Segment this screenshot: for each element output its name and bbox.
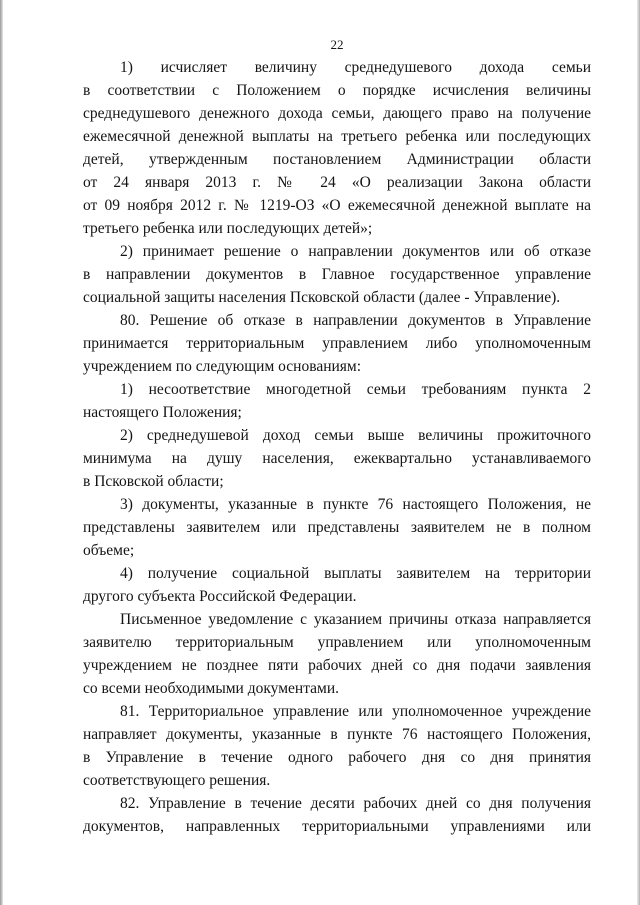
text-line: со всеми необходимыми документами. — [83, 680, 340, 697]
text-line: настоящего Положения; — [83, 404, 242, 421]
text-line: другого субъекта Российской Федерации. — [83, 588, 357, 605]
text-line: среднедушевого денежного дохода семьи, дающего право на получение — [83, 105, 591, 122]
text-line: третьего ребенка или последующих детей»; — [83, 220, 373, 237]
text-line: минимума на душу населения, ежеквартально устанавливаемого — [83, 450, 591, 467]
document-body — [83, 56, 591, 838]
text-line: в Управление в течение одного рабочего дня со дня принятия — [83, 749, 591, 766]
text-line: в соответствии с Положением о порядке исчисления величины — [83, 82, 591, 99]
text-line: 3) документы, указанные в пункте 76 настоящего Положения, не — [120, 496, 591, 513]
paragraph — [83, 700, 591, 792]
text-line: объеме; — [83, 542, 135, 559]
text-line: 1) исчисляет величину среднедушевого дохода семьи — [120, 59, 591, 76]
text-line: Письменное уведомление с указанием причины отказа направляется — [120, 611, 591, 628]
text-line: 4) получение социальной выплаты заявителем на территории — [120, 565, 591, 582]
text-line: соответствующего решения. — [83, 772, 271, 789]
paragraph — [83, 56, 591, 240]
text-line: 1) несоответствие многодетной семьи требованиям пункта 2 — [120, 381, 591, 398]
text-line: от 09 ноября 2012 г. № 1219-ОЗ «О ежемесячной денежной выплате на — [83, 197, 591, 214]
text-line: детей, утвержденным постановлением Администрации области — [83, 151, 591, 168]
text-line: в Псковской области; — [83, 473, 224, 490]
text-line: 81. Территориальное управление или уполномоченное учреждение — [120, 703, 591, 720]
paragraph — [83, 608, 591, 700]
scan-edge-left — [0, 0, 3, 905]
text-line: принимается территориальным управлением либо уполномоченным — [83, 335, 591, 352]
paragraph — [83, 562, 591, 608]
text-line: заявителю территориальным управлением или уполномоченным — [83, 634, 591, 651]
text-line: направляет документы, указанные в пункте 76 настоящего Положения, — [83, 726, 591, 743]
text-line: 2) среднедушевой доход семьи выше величины прожиточного — [120, 427, 591, 444]
text-line: ежемесячной денежной выплаты на третьего ребенка или последующих — [83, 128, 591, 145]
paragraph — [83, 792, 591, 838]
text-line: 2) принимает решение о направлении документов или об отказе — [120, 243, 591, 260]
text-line: документов, направленных территориальными управлениями или — [83, 818, 591, 835]
text-line: от 24 января 2013 г. № 24 «О реализации Закона области — [83, 174, 591, 191]
paragraph — [83, 424, 591, 493]
text-line: в направлении документов в Главное государственное управление — [83, 266, 591, 283]
paragraph — [83, 309, 591, 378]
page-number: 22 — [330, 37, 344, 52]
paragraph — [83, 493, 591, 562]
text-line: социальной защиты населения Псковской области (далее - Управление). — [83, 289, 561, 306]
text-line: 82. Управление в течение десяти рабочих дней со дня получения — [120, 795, 591, 812]
text-line: представлены заявителем или представлены заявителем не в полном — [83, 519, 591, 536]
text-line: учреждением по следующим основаниям: — [83, 358, 362, 375]
text-line: учреждением не позднее пяти рабочих дней со дня подачи заявления — [83, 657, 591, 674]
paragraph — [83, 240, 591, 309]
paragraph — [83, 378, 591, 424]
text-line: 80. Решение об отказе в направлении документов в Управление — [120, 312, 591, 329]
